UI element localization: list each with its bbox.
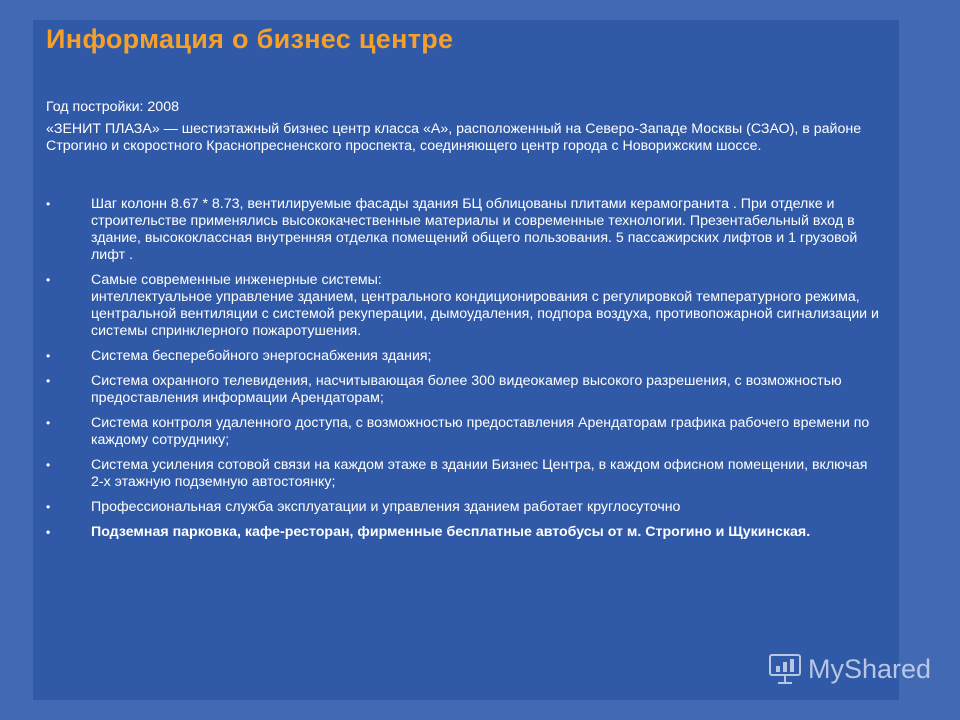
bullet-icon: • xyxy=(46,273,51,287)
list-item xyxy=(46,272,881,340)
intro-block xyxy=(46,99,886,160)
list-item-text: интеллектуальное управление зданием, центрального кондиционирования с регулировкой температурного режима, центральной вентиляции с системой рекуперации, дымоудаления, подпора воздуха, противопожарной сигнализации и системы спринклерного пожаротушения. xyxy=(91,289,879,339)
list-item xyxy=(46,348,881,365)
bullet-icon: • xyxy=(46,416,51,430)
bullet-icon: • xyxy=(46,349,51,363)
slide-title: Информация о бизнес центре xyxy=(46,24,454,54)
intro-description: «ЗЕНИТ ПЛАЗА» — шестиэтажный бизнес центр класса «А», расположенный на Северо-Западе Москвы (СЗАО), в районе Строгино и скоростного Краснопресненского проспекта, соединяющего центр города с Новорижским шоссе. xyxy=(46,121,862,154)
watermark-text: MyShared xyxy=(808,653,932,684)
list-item-text: Система усиления сотовой связи на каждом этаже в здании Бизнес Центра, в каждом офисном помещении, включая 2-х этажную подземную автостоянку; xyxy=(91,457,868,490)
bullet-icon: • xyxy=(46,374,51,388)
list-item-text: Профессиональная служба эксплуатации и управления зданием работает круглосуточно xyxy=(91,499,681,515)
bullet-icon: • xyxy=(46,500,51,514)
feature-list xyxy=(46,196,881,549)
list-item xyxy=(46,457,881,491)
list-item xyxy=(46,373,881,407)
list-item-text: Система бесперебойного энергоснабжения здания; xyxy=(91,348,432,364)
list-item-text: Подземная парковка, кафе-ресторан, фирменные бесплатные автобусы от м. Строгино и Щукинская. xyxy=(91,524,811,540)
watermark xyxy=(768,652,931,686)
list-item xyxy=(46,524,881,541)
build-year: Год постройки: 2008 xyxy=(46,99,179,115)
list-item xyxy=(46,415,881,449)
list-item-text: Система охранного телевидения, насчитывающая более 300 видеокамер высокого разрешения, с возможностью предоставления информации Арендаторам; xyxy=(91,373,842,406)
list-item-heading: Самые современные инженерные системы: xyxy=(91,272,382,288)
list-item xyxy=(46,499,881,516)
list-item-text: Система контроля удаленного доступа, с возможностью предоставления Арендаторам графика рабочего времени по каждому сотруднику; xyxy=(91,415,870,448)
bullet-icon: • xyxy=(46,525,51,539)
list-item xyxy=(46,196,881,264)
bullet-icon: • xyxy=(46,458,51,472)
bullet-icon: • xyxy=(46,197,51,211)
presentation-icon xyxy=(768,652,802,686)
list-item-text: Шаг колонн 8.67 * 8.73, вентилируемые фасады здания БЦ облицованы плитами керамогранита . При отделке и строительстве применялись высококачественные материалы и современные технологии. Презентабельный вход в здание, высококлассная внутренняя отделка помещений общего пользования. 5 пассажирских лифтов и 1 грузовой лифт . xyxy=(91,196,858,263)
